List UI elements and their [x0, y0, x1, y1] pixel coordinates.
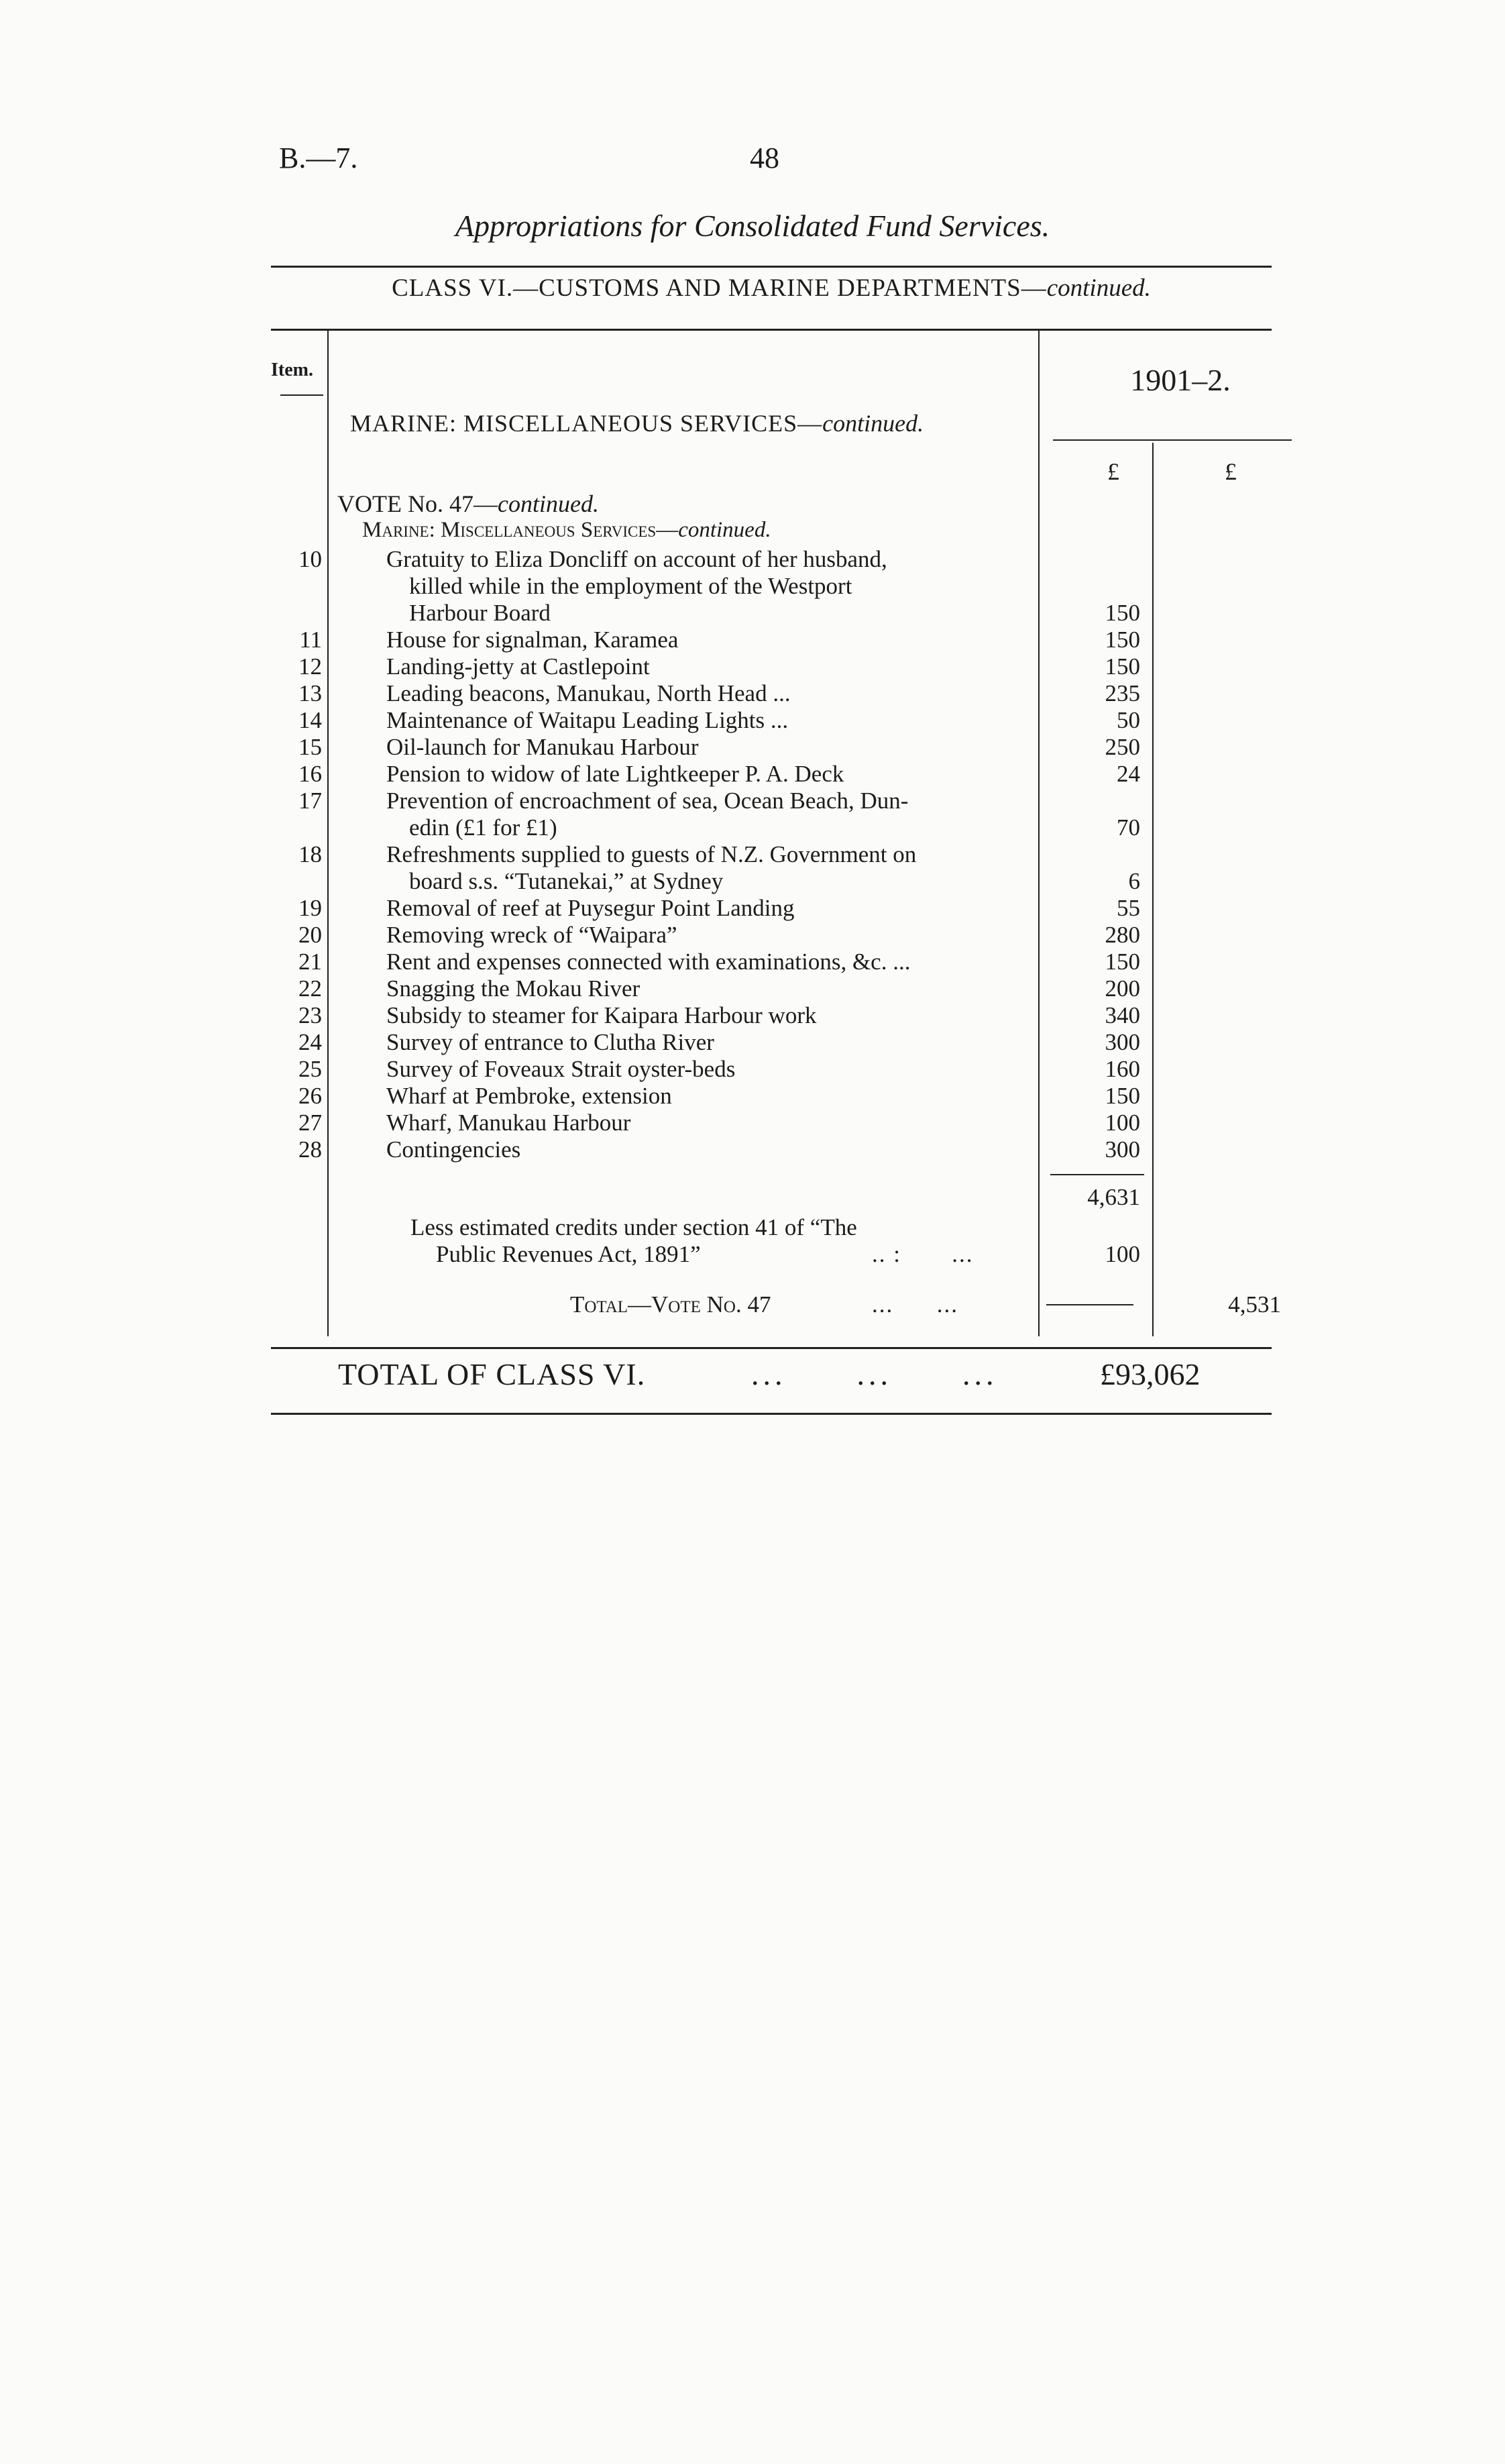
vote-total-label: Total—Vote No. 47	[570, 1291, 771, 1318]
table-row	[0, 814, 1505, 841]
item-amount: 250	[1105, 734, 1140, 760]
item-amount: 150	[1105, 949, 1140, 975]
less-credits-amount: 100	[1105, 1241, 1140, 1267]
table-row	[0, 1002, 1505, 1029]
section-title-text: MARINE: MISCELLANEOUS SERVICES—	[350, 410, 823, 437]
class-rule	[271, 329, 1272, 331]
class-total-amount: £93,062	[1100, 1357, 1201, 1391]
currency-header-items: £	[1107, 458, 1119, 485]
item-amount: 280	[1105, 922, 1140, 948]
page-reference: B.—7.	[279, 142, 358, 174]
item-amount: 235	[1105, 680, 1140, 706]
table-row	[0, 707, 1505, 734]
item-description: Leading beacons, Manukau, North Head ...	[386, 680, 791, 706]
item-description: House for signalman, Karamea	[386, 627, 679, 653]
less-credits-line-1: Less estimated credits under section 41 of “The	[410, 1214, 857, 1240]
item-amount: 200	[1105, 975, 1140, 1002]
item-amount: 150	[1105, 600, 1140, 626]
table-row	[0, 653, 1505, 680]
class-heading	[272, 274, 1271, 303]
vote-total-dash-rule	[1046, 1304, 1133, 1305]
item-number: 27	[298, 1110, 322, 1136]
year-header: 1901–2.	[1130, 363, 1231, 397]
item-description: Oil-launch for Manukau Harbour	[386, 734, 699, 760]
vote-heading-text: VOTE No. 47—	[337, 490, 498, 517]
item-number: 10	[298, 546, 322, 572]
item-number: 21	[298, 949, 322, 975]
item-amount: 6	[1128, 868, 1140, 894]
table-row	[0, 1056, 1505, 1083]
less-credits-line-2: Public Revenues Act, 1891”	[436, 1241, 701, 1267]
item-description: Harbour Board	[409, 600, 551, 626]
table-row	[0, 627, 1505, 653]
vote-heading	[337, 490, 599, 518]
item-number: 24	[298, 1029, 322, 1055]
section-title-continued: continued.	[822, 410, 924, 437]
table-row	[0, 868, 1505, 895]
vote-total-amount: 4,531	[1228, 1291, 1281, 1318]
table-row	[0, 1083, 1505, 1110]
item-header-underline	[280, 394, 323, 396]
item-amount: 300	[1105, 1029, 1140, 1055]
table-row	[0, 841, 1505, 868]
item-description: killed while in the employment of the Westport	[409, 573, 852, 599]
item-amount: 100	[1105, 1110, 1140, 1136]
item-description: Prevention of encroachment of sea, Ocean Beach, Dun-	[386, 788, 909, 814]
table-row	[0, 975, 1505, 1002]
item-description: Wharf, Manukau Harbour	[386, 1110, 631, 1136]
table-row	[0, 949, 1505, 975]
item-description: Contingencies	[386, 1136, 521, 1163]
year-underline	[1053, 439, 1292, 441]
table-row	[0, 573, 1505, 600]
item-description: Landing-jetty at Castlepoint	[386, 653, 650, 680]
class-total-rule	[271, 1413, 1272, 1415]
table-row	[0, 1136, 1505, 1163]
item-number: 23	[298, 1002, 322, 1028]
subhead-text: Marine: Miscellaneous Services—	[362, 518, 679, 542]
currency-header-totals: £	[1225, 458, 1237, 485]
item-amount: 340	[1105, 1002, 1140, 1028]
subhead-continued: continued.	[678, 518, 771, 542]
item-description: Maintenance of Waitapu Leading Lights ...	[386, 707, 789, 733]
table-row	[0, 761, 1505, 788]
item-description: Gratuity to Eliza Doncliff on account of her husband,	[386, 546, 887, 572]
class-heading-text: CLASS VI.—CUSTOMS AND MARINE DEPARTMENTS—	[392, 274, 1047, 302]
item-number: 22	[298, 975, 322, 1002]
item-amount: 50	[1117, 707, 1140, 733]
item-number: 15	[298, 734, 322, 760]
item-amount: 300	[1105, 1136, 1140, 1163]
item-number: 25	[298, 1056, 322, 1082]
class-total-label: TOTAL OF CLASS VI.	[338, 1357, 646, 1391]
item-description: Wharf at Pembroke, extension	[386, 1083, 672, 1109]
table-row	[0, 788, 1505, 814]
item-description: Survey of entrance to Clutha River	[386, 1029, 714, 1055]
item-number: 26	[298, 1083, 322, 1109]
item-description: Subsidy to steamer for Kaipara Harbour work	[386, 1002, 817, 1028]
item-description: board s.s. “Tutanekai,” at Sydney	[409, 868, 724, 894]
vote-heading-continued: continued.	[497, 490, 599, 517]
item-description: Refreshments supplied to guests of N.Z. Government on	[386, 841, 917, 867]
item-number: 14	[298, 707, 322, 733]
item-number: 16	[298, 761, 322, 787]
subtotal-rule	[1050, 1174, 1144, 1175]
section-title	[350, 409, 924, 437]
subhead	[362, 518, 771, 543]
table-row	[0, 600, 1505, 627]
item-number: 19	[298, 895, 322, 921]
table-row	[0, 922, 1505, 949]
item-number: 13	[298, 680, 322, 706]
item-description: Survey of Foveaux Strait oyster-beds	[386, 1056, 736, 1082]
table-row	[0, 1110, 1505, 1136]
item-number: 20	[298, 922, 322, 948]
item-number: 12	[298, 653, 322, 680]
item-amount: 150	[1105, 653, 1140, 680]
item-description: Removing wreck of “Waipara”	[386, 922, 677, 948]
table-bottom-rule	[271, 1347, 1272, 1349]
item-amount: 150	[1105, 1083, 1140, 1109]
item-description: Snagging the Mokau River	[386, 975, 640, 1002]
table-row	[0, 680, 1505, 707]
item-amount: 160	[1105, 1056, 1140, 1082]
less-credits-dots: .. : ...	[872, 1241, 974, 1267]
item-description: Rent and expenses connected with examinations, &c. ...	[386, 949, 911, 975]
item-amount: 24	[1117, 761, 1140, 787]
item-description: edin (£1 for £1)	[409, 814, 557, 841]
class-heading-continued: continued.	[1046, 274, 1151, 302]
item-description: Pension to widow of late Lightkeeper P. A. Deck	[386, 761, 844, 787]
table-row	[0, 546, 1505, 573]
subtotal-amount: 4,631	[1087, 1184, 1140, 1210]
table-row	[0, 895, 1505, 922]
item-number: 28	[298, 1136, 322, 1163]
item-number: 17	[298, 788, 322, 814]
item-column-header: Item.	[271, 360, 313, 380]
class-total-dots: ... ... ...	[751, 1357, 998, 1391]
item-number: 18	[298, 841, 322, 867]
page-title: Appropriations for Consolidated Fund Services.	[455, 209, 1050, 243]
table-row	[0, 734, 1505, 761]
vote-total-dots: ... ...	[872, 1291, 958, 1318]
item-amount: 70	[1117, 814, 1140, 841]
item-amount: 55	[1117, 895, 1140, 921]
item-number: 11	[299, 627, 322, 653]
page-number: 48	[750, 142, 779, 174]
title-rule	[271, 266, 1272, 268]
table-row	[0, 1029, 1505, 1056]
item-amount: 150	[1105, 627, 1140, 653]
item-description: Removal of reef at Puysegur Point Landing	[386, 895, 795, 921]
